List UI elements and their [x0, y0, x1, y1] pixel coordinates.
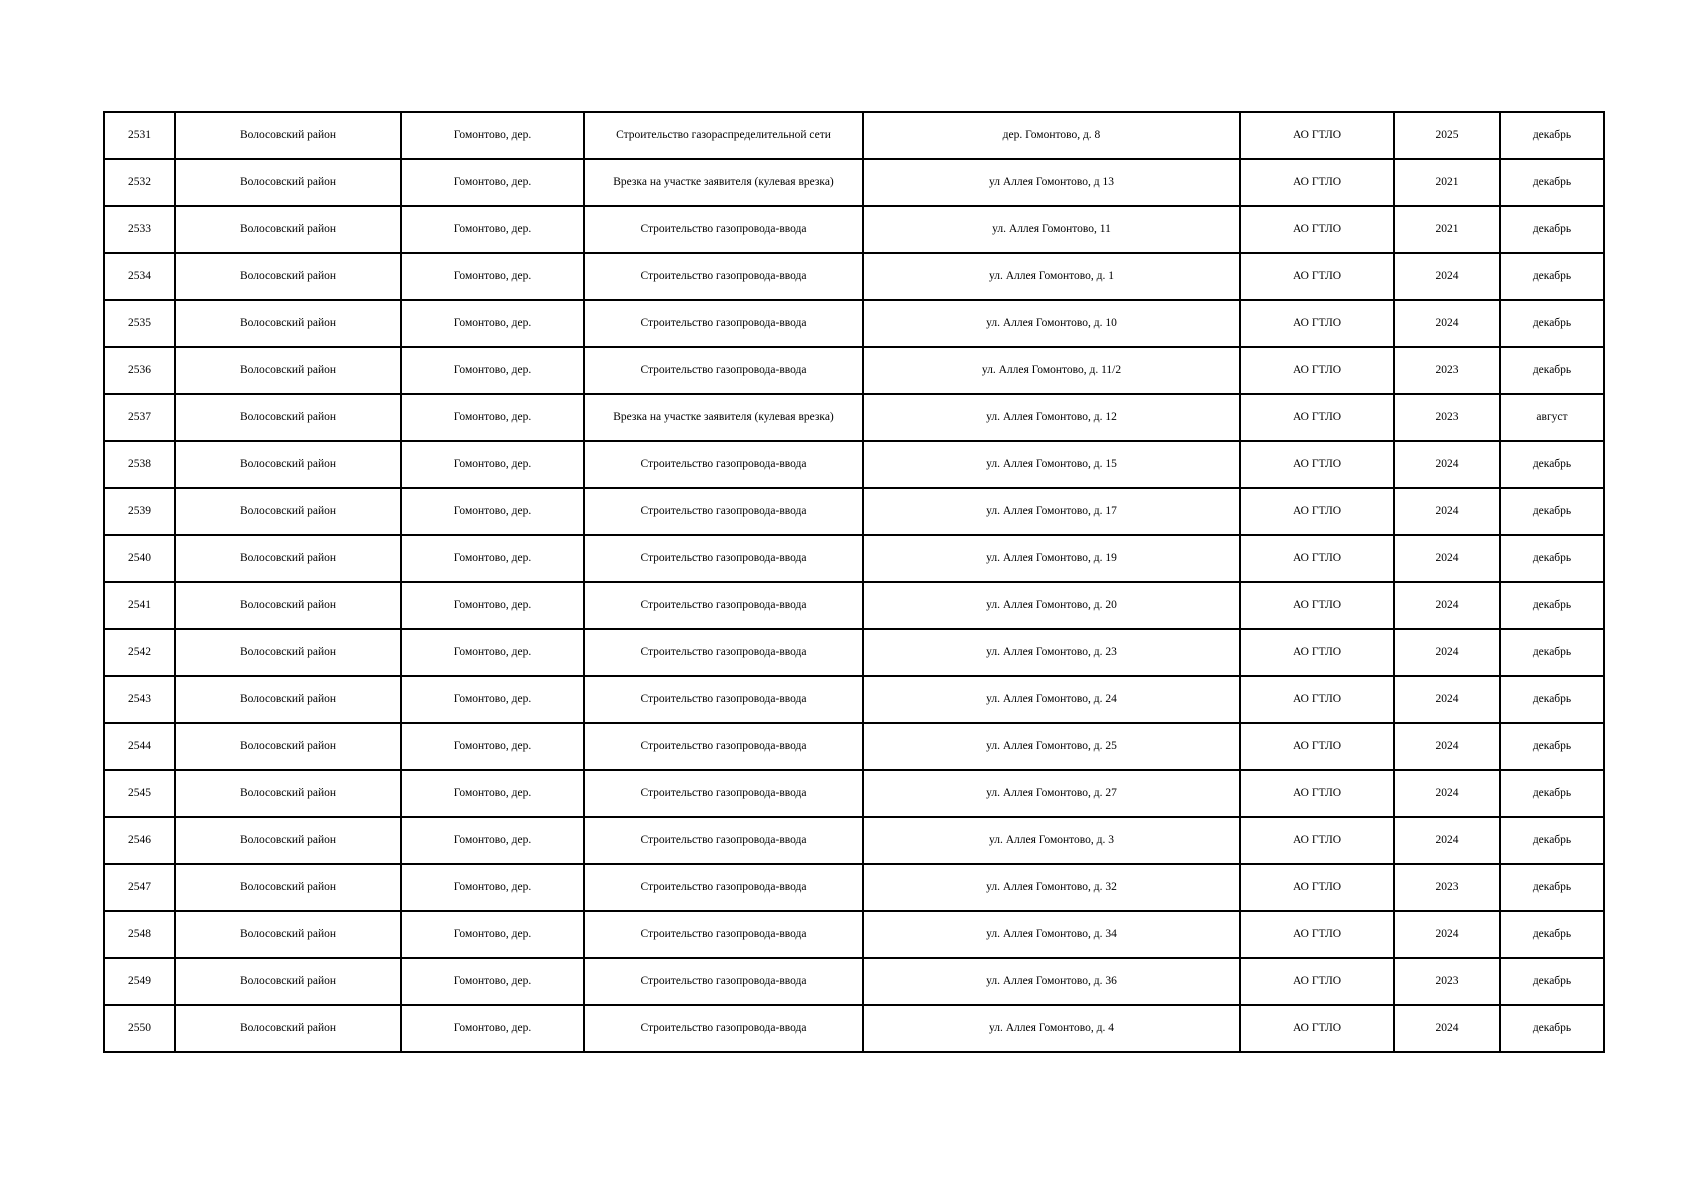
month-cell: декабрь	[1500, 676, 1604, 723]
row-number-cell: 2549	[104, 958, 175, 1005]
organization-cell: АО ГТЛО	[1240, 629, 1394, 676]
locality-cell: Гомонтово, дер.	[401, 347, 584, 394]
month-cell: декабрь	[1500, 300, 1604, 347]
month-cell: декабрь	[1500, 770, 1604, 817]
row-number-cell: 2538	[104, 441, 175, 488]
work-type-cell: Строительство газопровода-ввода	[584, 817, 863, 864]
row-number-cell: 2543	[104, 676, 175, 723]
organization-cell: АО ГТЛО	[1240, 958, 1394, 1005]
district-cell: Волосовский район	[175, 582, 401, 629]
work-type-cell: Врезка на участке заявителя (кулевая врезка)	[584, 394, 863, 441]
district-cell: Волосовский район	[175, 488, 401, 535]
work-type-cell: Строительство газопровода-ввода	[584, 441, 863, 488]
locality-cell: Гомонтово, дер.	[401, 1005, 584, 1052]
table-row	[104, 394, 1604, 441]
month-cell: декабрь	[1500, 582, 1604, 629]
row-number-cell: 2541	[104, 582, 175, 629]
address-cell: ул. Аллея Гомонтово, д. 12	[863, 394, 1240, 441]
locality-cell: Гомонтово, дер.	[401, 817, 584, 864]
district-cell: Волосовский район	[175, 159, 401, 206]
organization-cell: АО ГТЛО	[1240, 582, 1394, 629]
month-cell: декабрь	[1500, 159, 1604, 206]
work-type-cell: Строительство газопровода-ввода	[584, 629, 863, 676]
row-number-cell: 2540	[104, 535, 175, 582]
work-type-cell: Строительство газопровода-ввода	[584, 582, 863, 629]
organization-cell: АО ГТЛО	[1240, 347, 1394, 394]
address-cell: ул. Аллея Гомонтово, д. 11/2	[863, 347, 1240, 394]
address-cell: ул. Аллея Гомонтово, 11	[863, 206, 1240, 253]
organization-cell: АО ГТЛО	[1240, 864, 1394, 911]
address-cell: ул. Аллея Гомонтово, д. 36	[863, 958, 1240, 1005]
district-cell: Волосовский район	[175, 817, 401, 864]
year-cell: 2021	[1394, 206, 1500, 253]
row-number-cell: 2550	[104, 1005, 175, 1052]
work-type-cell: Строительство газопровода-ввода	[584, 206, 863, 253]
month-cell: декабрь	[1500, 1005, 1604, 1052]
table-row	[104, 676, 1604, 723]
year-cell: 2024	[1394, 441, 1500, 488]
year-cell: 2024	[1394, 300, 1500, 347]
address-cell: ул. Аллея Гомонтово, д. 27	[863, 770, 1240, 817]
locality-cell: Гомонтово, дер.	[401, 770, 584, 817]
year-cell: 2024	[1394, 488, 1500, 535]
work-type-cell: Строительство газопровода-ввода	[584, 253, 863, 300]
row-number-cell: 2544	[104, 723, 175, 770]
gas-works-table	[103, 111, 1605, 1053]
address-cell: ул. Аллея Гомонтово, д. 25	[863, 723, 1240, 770]
address-cell: ул. Аллея Гомонтово, д. 10	[863, 300, 1240, 347]
district-cell: Волосовский район	[175, 770, 401, 817]
month-cell: декабрь	[1500, 535, 1604, 582]
organization-cell: АО ГТЛО	[1240, 676, 1394, 723]
locality-cell: Гомонтово, дер.	[401, 159, 584, 206]
locality-cell: Гомонтово, дер.	[401, 253, 584, 300]
locality-cell: Гомонтово, дер.	[401, 394, 584, 441]
district-cell: Волосовский район	[175, 676, 401, 723]
locality-cell: Гомонтово, дер.	[401, 676, 584, 723]
organization-cell: АО ГТЛО	[1240, 394, 1394, 441]
month-cell: декабрь	[1500, 112, 1604, 159]
year-cell: 2024	[1394, 911, 1500, 958]
organization-cell: АО ГТЛО	[1240, 441, 1394, 488]
district-cell: Волосовский район	[175, 253, 401, 300]
month-cell: декабрь	[1500, 347, 1604, 394]
address-cell: ул Аллея Гомонтово, д 13	[863, 159, 1240, 206]
table-row	[104, 770, 1604, 817]
year-cell: 2024	[1394, 253, 1500, 300]
month-cell: декабрь	[1500, 253, 1604, 300]
table-row	[104, 1005, 1604, 1052]
district-cell: Волосовский район	[175, 441, 401, 488]
table-row	[104, 629, 1604, 676]
address-cell: ул. Аллея Гомонтово, д. 3	[863, 817, 1240, 864]
row-number-cell: 2545	[104, 770, 175, 817]
locality-cell: Гомонтово, дер.	[401, 535, 584, 582]
address-cell: ул. Аллея Гомонтово, д. 19	[863, 535, 1240, 582]
district-cell: Волосовский район	[175, 629, 401, 676]
row-number-cell: 2537	[104, 394, 175, 441]
district-cell: Волосовский район	[175, 864, 401, 911]
work-type-cell: Строительство газораспределительной сети	[584, 112, 863, 159]
work-type-cell: Строительство газопровода-ввода	[584, 958, 863, 1005]
year-cell: 2023	[1394, 864, 1500, 911]
table-row	[104, 159, 1604, 206]
month-cell: декабрь	[1500, 629, 1604, 676]
organization-cell: АО ГТЛО	[1240, 817, 1394, 864]
district-cell: Волосовский район	[175, 1005, 401, 1052]
year-cell: 2025	[1394, 112, 1500, 159]
table-row	[104, 864, 1604, 911]
work-type-cell: Строительство газопровода-ввода	[584, 770, 863, 817]
month-cell: декабрь	[1500, 206, 1604, 253]
work-type-cell: Строительство газопровода-ввода	[584, 1005, 863, 1052]
organization-cell: АО ГТЛО	[1240, 159, 1394, 206]
row-number-cell: 2531	[104, 112, 175, 159]
month-cell: декабрь	[1500, 441, 1604, 488]
row-number-cell: 2548	[104, 911, 175, 958]
work-type-cell: Строительство газопровода-ввода	[584, 347, 863, 394]
table-row	[104, 441, 1604, 488]
table-row	[104, 112, 1604, 159]
year-cell: 2024	[1394, 1005, 1500, 1052]
locality-cell: Гомонтово, дер.	[401, 582, 584, 629]
district-cell: Волосовский район	[175, 394, 401, 441]
district-cell: Волосовский район	[175, 535, 401, 582]
table-row	[104, 582, 1604, 629]
table-row	[104, 723, 1604, 770]
district-cell: Волосовский район	[175, 206, 401, 253]
locality-cell: Гомонтово, дер.	[401, 911, 584, 958]
organization-cell: АО ГТЛО	[1240, 723, 1394, 770]
locality-cell: Гомонтово, дер.	[401, 629, 584, 676]
work-type-cell: Строительство газопровода-ввода	[584, 300, 863, 347]
row-number-cell: 2539	[104, 488, 175, 535]
year-cell: 2024	[1394, 723, 1500, 770]
work-type-cell: Строительство газопровода-ввода	[584, 488, 863, 535]
month-cell: декабрь	[1500, 817, 1604, 864]
district-cell: Волосовский район	[175, 300, 401, 347]
locality-cell: Гомонтово, дер.	[401, 488, 584, 535]
table-row	[104, 206, 1604, 253]
table-row	[104, 911, 1604, 958]
month-cell: декабрь	[1500, 864, 1604, 911]
organization-cell: АО ГТЛО	[1240, 206, 1394, 253]
work-type-cell: Врезка на участке заявителя (кулевая врезка)	[584, 159, 863, 206]
address-cell: дер. Гомонтово, д. 8	[863, 112, 1240, 159]
year-cell: 2024	[1394, 817, 1500, 864]
organization-cell: АО ГТЛО	[1240, 770, 1394, 817]
address-cell: ул. Аллея Гомонтово, д. 4	[863, 1005, 1240, 1052]
row-number-cell: 2536	[104, 347, 175, 394]
year-cell: 2023	[1394, 958, 1500, 1005]
work-type-cell: Строительство газопровода-ввода	[584, 676, 863, 723]
year-cell: 2024	[1394, 770, 1500, 817]
locality-cell: Гомонтово, дер.	[401, 958, 584, 1005]
month-cell: август	[1500, 394, 1604, 441]
locality-cell: Гомонтово, дер.	[401, 723, 584, 770]
year-cell: 2024	[1394, 629, 1500, 676]
organization-cell: АО ГТЛО	[1240, 300, 1394, 347]
table-row	[104, 347, 1604, 394]
address-cell: ул. Аллея Гомонтово, д. 17	[863, 488, 1240, 535]
table-row	[104, 958, 1604, 1005]
year-cell: 2021	[1394, 159, 1500, 206]
address-cell: ул. Аллея Гомонтово, д. 34	[863, 911, 1240, 958]
month-cell: декабрь	[1500, 723, 1604, 770]
work-type-cell: Строительство газопровода-ввода	[584, 723, 863, 770]
row-number-cell: 2546	[104, 817, 175, 864]
table-body	[104, 112, 1604, 1052]
row-number-cell: 2534	[104, 253, 175, 300]
organization-cell: АО ГТЛО	[1240, 112, 1394, 159]
locality-cell: Гомонтово, дер.	[401, 206, 584, 253]
address-cell: ул. Аллея Гомонтово, д. 1	[863, 253, 1240, 300]
address-cell: ул. Аллея Гомонтово, д. 32	[863, 864, 1240, 911]
table-row	[104, 300, 1604, 347]
locality-cell: Гомонтово, дер.	[401, 300, 584, 347]
address-cell: ул. Аллея Гомонтово, д. 20	[863, 582, 1240, 629]
organization-cell: АО ГТЛО	[1240, 1005, 1394, 1052]
locality-cell: Гомонтово, дер.	[401, 112, 584, 159]
district-cell: Волосовский район	[175, 723, 401, 770]
work-type-cell: Строительство газопровода-ввода	[584, 864, 863, 911]
district-cell: Волосовский район	[175, 958, 401, 1005]
locality-cell: Гомонтово, дер.	[401, 441, 584, 488]
year-cell: 2023	[1394, 394, 1500, 441]
year-cell: 2024	[1394, 582, 1500, 629]
year-cell: 2023	[1394, 347, 1500, 394]
table-row	[104, 535, 1604, 582]
work-type-cell: Строительство газопровода-ввода	[584, 911, 863, 958]
organization-cell: АО ГТЛО	[1240, 488, 1394, 535]
year-cell: 2024	[1394, 676, 1500, 723]
district-cell: Волосовский район	[175, 112, 401, 159]
work-type-cell: Строительство газопровода-ввода	[584, 535, 863, 582]
address-cell: ул. Аллея Гомонтово, д. 24	[863, 676, 1240, 723]
district-cell: Волосовский район	[175, 911, 401, 958]
month-cell: декабрь	[1500, 488, 1604, 535]
row-number-cell: 2542	[104, 629, 175, 676]
year-cell: 2024	[1394, 535, 1500, 582]
organization-cell: АО ГТЛО	[1240, 253, 1394, 300]
organization-cell: АО ГТЛО	[1240, 535, 1394, 582]
address-cell: ул. Аллея Гомонтово, д. 15	[863, 441, 1240, 488]
table-row	[104, 817, 1604, 864]
month-cell: декабрь	[1500, 958, 1604, 1005]
row-number-cell: 2535	[104, 300, 175, 347]
table-row	[104, 253, 1604, 300]
district-cell: Волосовский район	[175, 347, 401, 394]
address-cell: ул. Аллея Гомонтово, д. 23	[863, 629, 1240, 676]
row-number-cell: 2533	[104, 206, 175, 253]
row-number-cell: 2532	[104, 159, 175, 206]
organization-cell: АО ГТЛО	[1240, 911, 1394, 958]
table-row	[104, 488, 1604, 535]
locality-cell: Гомонтово, дер.	[401, 864, 584, 911]
row-number-cell: 2547	[104, 864, 175, 911]
month-cell: декабрь	[1500, 911, 1604, 958]
